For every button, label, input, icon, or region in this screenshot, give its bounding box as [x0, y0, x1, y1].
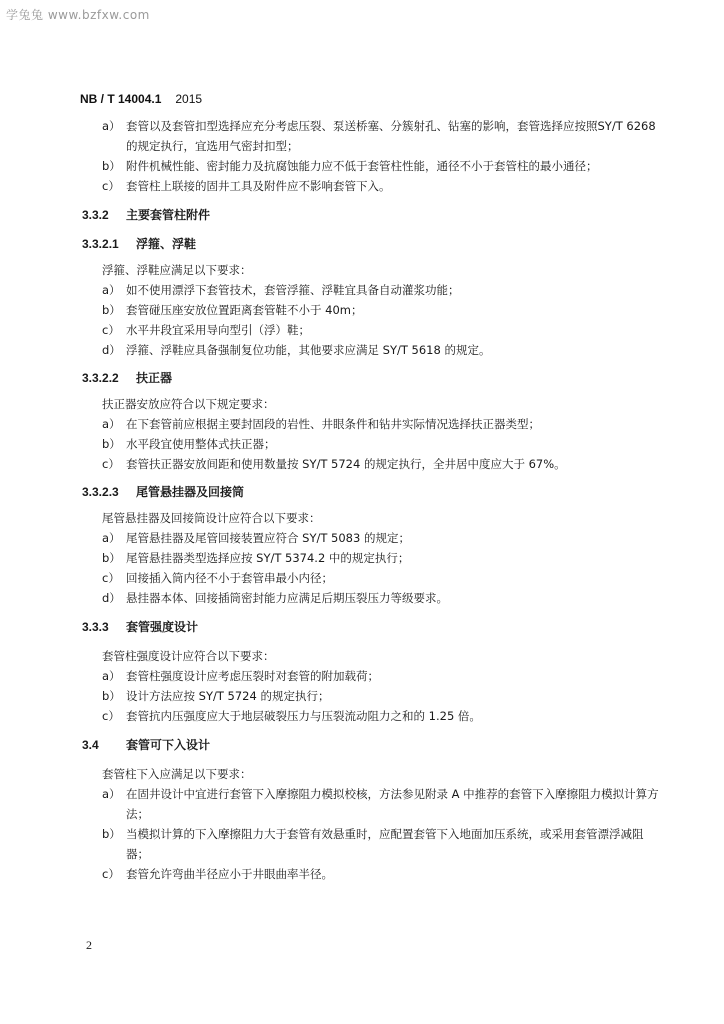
item-text: 套管以及套管扣型选择应充分考虑压裂、泵送桥塞、分簇射孔、钻塞的影响，套管选择应按照SY/T 6268 的规定执行，宜选用气密封扣型； [126, 119, 656, 153]
item-label: a） [102, 283, 121, 297]
list-item [82, 454, 662, 474]
list-item [82, 666, 662, 686]
item-label: b） [102, 437, 121, 451]
list-item [82, 864, 662, 884]
list-item [82, 686, 662, 706]
item-text: 悬挂器本体、回接插筒密封能力应满足后期压裂压力等级要求。 [126, 591, 448, 605]
list-item [82, 568, 662, 588]
item-text: 在下套管前应根据主要封固段的岩性、井眼条件和钻井实际情况选择扶正器类型； [126, 417, 540, 431]
item-text: 水平段宜使用整体式扶正器； [126, 437, 276, 451]
item-label: c） [102, 457, 120, 471]
section-heading [82, 617, 662, 637]
section-heading [82, 735, 662, 755]
item-text: 水平井段宜采用导向型引（浮）鞋； [126, 323, 310, 337]
item-label: b） [102, 827, 121, 841]
list-item [82, 588, 662, 608]
standard-header [80, 92, 202, 106]
item-text: 套管抗内压强度应大于地层破裂压力与压裂流动阻力之和的 1.25 倍。 [126, 709, 481, 723]
item-text: 浮箍、浮鞋应具备强制复位功能，其他要求应满足 SY/T 5618 的规定。 [126, 343, 491, 357]
item-text: 如不使用漂浮下套管技术，套管浮箍、浮鞋宜具备自动灌浆功能； [126, 283, 460, 297]
section-number: 3.3.3 [82, 620, 109, 634]
item-text: 套管碰压座安放位置距离套管鞋不小于 40m； [126, 303, 363, 317]
list-item [82, 706, 662, 726]
item-label: b） [102, 551, 121, 565]
subsection-heading [82, 368, 662, 388]
section-title: 套管强度设计 [126, 620, 199, 634]
item-label: b） [102, 689, 121, 703]
item-label: d） [102, 343, 121, 357]
intro-list [82, 116, 662, 196]
section-title: 尾管悬挂器及回接筒 [136, 485, 245, 499]
item-label: c） [102, 709, 120, 723]
item-text: 尾管悬挂器类型选择应按 SY/T 5374.2 中的规定执行； [126, 551, 410, 565]
watermark: 学兔兔 www.bzfxw.com [6, 8, 150, 22]
paragraph: 套管柱下入应满足以下要求： [102, 767, 252, 781]
item-label: d） [102, 591, 121, 605]
list-item [82, 320, 662, 340]
list-item [82, 548, 662, 568]
list-item [82, 784, 662, 824]
section-title: 浮箍、浮鞋 [136, 237, 197, 251]
list-item [82, 156, 662, 176]
item-label: a） [102, 787, 121, 801]
list-item [82, 176, 662, 196]
item-label: c） [102, 179, 120, 193]
list-item [82, 528, 662, 548]
item-text: 套管柱上联接的固井工具及附件应不影响套管下入。 [126, 179, 391, 193]
item-label: a） [102, 531, 121, 545]
item-label: c） [102, 867, 120, 881]
document-body [82, 116, 662, 884]
paragraph: 套管柱强度设计应符合以下要求： [102, 649, 275, 663]
item-text: 附件机械性能、密封能力及抗腐蚀能力应不低于套管柱性能，通径不小于套管柱的最小通径； [126, 159, 598, 173]
section-title: 套管可下入设计 [126, 738, 211, 752]
section-heading [82, 205, 662, 225]
standard-number: NB / T 14004.1 [80, 92, 162, 106]
item-label: a） [102, 669, 121, 683]
subsection-heading [82, 482, 662, 502]
item-text: 设计方法应按 SY/T 5724 的规定执行； [126, 689, 330, 703]
subsection-heading [82, 234, 662, 254]
section-number: 3.3.2.3 [82, 485, 119, 499]
page-number: 2 [86, 938, 92, 952]
section-number: 3.4 [82, 738, 99, 752]
paragraph: 扶正器安放应符合以下规定要求： [102, 397, 275, 411]
paragraph: 浮箍、浮鞋应满足以下要求： [102, 263, 252, 277]
list-item [82, 434, 662, 454]
item-label: b） [102, 159, 121, 173]
item-label: a） [102, 119, 121, 133]
list-item [82, 414, 662, 434]
item-label: c） [102, 571, 120, 585]
item-text: 尾管悬挂器及尾管回接装置应符合 SY/T 5083 的规定； [126, 531, 410, 545]
section-title: 扶正器 [136, 371, 173, 385]
item-text: 套管允许弯曲半径应小于井眼曲率半径。 [126, 867, 333, 881]
item-text: 套管柱强度设计应考虑压裂时对套管的附加载荷； [126, 669, 379, 683]
item-label: c） [102, 323, 120, 337]
section-number: 3.3.2 [82, 208, 109, 222]
item-text: 回接插入筒内径不小于套管串最小内径； [126, 571, 333, 585]
list-item [82, 824, 662, 864]
list-item [82, 116, 662, 156]
standard-year: 2015 [175, 92, 203, 106]
item-label: b） [102, 303, 121, 317]
item-label: a） [102, 417, 121, 431]
list-item [82, 300, 662, 320]
item-text: 当模拟计算的下入摩擦阻力大于套管有效悬重时，应配置套管下入地面加压系统，或采用套管漂浮减阻器； [126, 827, 644, 861]
list-item [82, 340, 662, 360]
section-number: 3.3.2.2 [82, 371, 119, 385]
section-number: 3.3.2.1 [82, 237, 119, 251]
section-title: 主要套管柱附件 [126, 208, 211, 222]
paragraph: 尾管悬挂器及回接筒设计应符合以下要求： [102, 511, 321, 525]
item-text: 在固井设计中宜进行套管下入摩擦阻力模拟校核，方法参见附录 A 中推荐的套管下入摩擦阻力模拟计算方法； [126, 787, 659, 821]
list-item [82, 280, 662, 300]
item-text: 套管扶正器安放间距和使用数量按 SY/T 5724 的规定执行，全井居中度应大于 67%。 [126, 457, 566, 471]
